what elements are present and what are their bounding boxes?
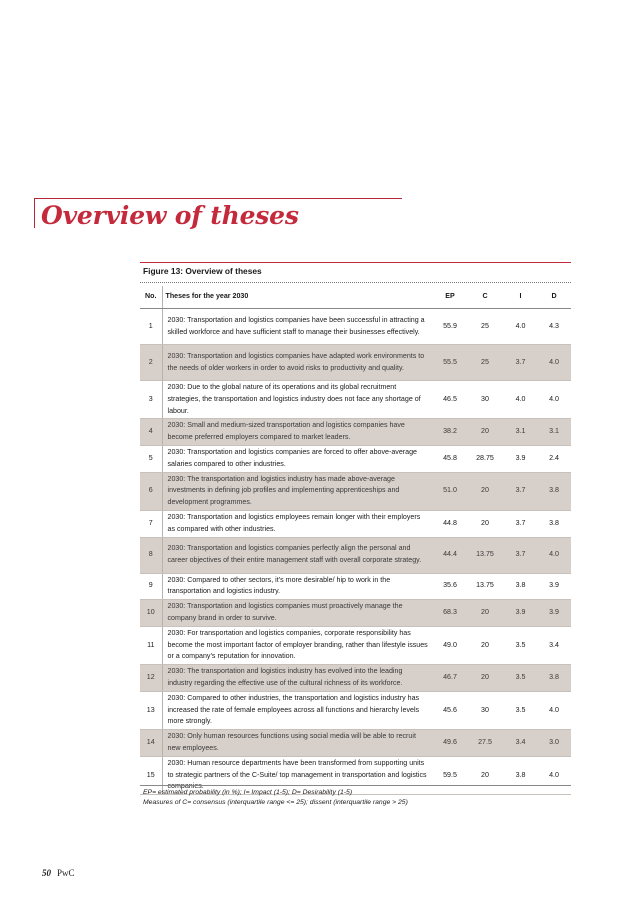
row-number: 6	[140, 472, 162, 510]
value-d: 3.0	[537, 730, 571, 757]
table-row	[140, 626, 571, 664]
value-i: 3.7	[504, 472, 537, 510]
value-ep: 44.8	[434, 510, 466, 537]
value-c: 20	[466, 472, 504, 510]
value-ep: 38.2	[434, 419, 466, 446]
table-bottom-rule	[140, 785, 571, 786]
value-ep: 55.9	[434, 309, 466, 345]
value-i: 3.7	[504, 345, 537, 381]
thesis-text: 2030: Only human resources functions using social media will be able to recruit new employees.	[162, 730, 434, 757]
thesis-text: 2030: The transportation and logistics industry has evolved into the leading industry regarding the effective use of the cultural richness of its workforce.	[162, 665, 434, 692]
table-header-row	[140, 286, 571, 309]
value-i: 3.8	[504, 573, 537, 600]
thesis-text: 2030: Transportation and logistics employees remain longer with their employers as compared with other industries.	[162, 510, 434, 537]
value-d: 3.8	[537, 472, 571, 510]
value-c: 25	[466, 345, 504, 381]
value-d: 4.3	[537, 309, 571, 345]
thesis-text: 2030: Human resource departments have been transformed from supporting units to strategic partners of the C-Suite/ top management in transportation and logistics companies.	[162, 756, 434, 794]
value-ep: 49.6	[434, 730, 466, 757]
table-row	[140, 445, 571, 472]
row-number: 9	[140, 573, 162, 600]
thesis-text: 2030: For transportation and logistics companies, corporate responsibility has become the most important factor of employer branding, rather than lifestyle issues or a company’s reputation for innovation.	[162, 626, 434, 664]
table-row	[140, 510, 571, 537]
thesis-text: 2030: Transportation and logistics companies must proactively manage the company brand in order to survive.	[162, 600, 434, 627]
value-c: 25	[466, 309, 504, 345]
row-number: 15	[140, 756, 162, 794]
value-d: 3.4	[537, 626, 571, 664]
page-footer	[42, 868, 75, 878]
value-ep: 35.6	[434, 573, 466, 600]
table-row	[140, 691, 571, 729]
header-c: C	[466, 286, 504, 309]
row-number: 2	[140, 345, 162, 381]
footer-brand: PwC	[57, 868, 75, 878]
value-ep: 45.6	[434, 691, 466, 729]
header-ep: EP	[434, 286, 466, 309]
table-row	[140, 419, 571, 446]
value-i: 4.0	[504, 381, 537, 419]
thesis-text: 2030: Transportation and logistics companies perfectly align the personal and career objectives of their entire management staff with overall corporate strategy.	[162, 537, 434, 573]
row-number: 4	[140, 419, 162, 446]
value-c: 20	[466, 626, 504, 664]
value-ep: 55.5	[434, 345, 466, 381]
table-row	[140, 381, 571, 419]
row-number: 11	[140, 626, 162, 664]
footnote-legend: EP= estimated probability (in %); I= Impact (1-5); D= Desirability (1-5)	[143, 789, 353, 796]
value-i: 3.1	[504, 419, 537, 446]
value-c: 20	[466, 665, 504, 692]
value-ep: 49.0	[434, 626, 466, 664]
value-i: 3.5	[504, 626, 537, 664]
row-number: 14	[140, 730, 162, 757]
row-number: 7	[140, 510, 162, 537]
value-i: 3.5	[504, 691, 537, 729]
thesis-text: 2030: Compared to other sectors, it’s more desirable/ hip to work in the transportation and logistics industry.	[162, 573, 434, 600]
value-ep: 51.0	[434, 472, 466, 510]
row-number: 12	[140, 665, 162, 692]
header-i: I	[504, 286, 537, 309]
figure-dotted-rule	[140, 282, 571, 283]
value-d: 4.0	[537, 537, 571, 573]
row-number: 10	[140, 600, 162, 627]
header-theses: Theses for the year 2030	[162, 286, 434, 309]
thesis-text: 2030: Small and medium-sized transportation and logistics companies have become preferred employers compared to market leaders.	[162, 419, 434, 446]
value-d: 3.1	[537, 419, 571, 446]
value-i: 3.7	[504, 510, 537, 537]
value-d: 4.0	[537, 691, 571, 729]
value-ep: 46.5	[434, 381, 466, 419]
row-number: 1	[140, 309, 162, 345]
value-d: 3.8	[537, 510, 571, 537]
row-number: 3	[140, 381, 162, 419]
thesis-text: 2030: Transportation and logistics companies have adapted work environments to the needs of older workers in order to avoid risks to productivity and quality.	[162, 345, 434, 381]
theses-table	[140, 286, 571, 795]
table-row	[140, 309, 571, 345]
theses-table-body	[140, 309, 571, 795]
page-title: Overview of theses	[41, 201, 299, 230]
footnote-measures: Measures of C= consensus (interquartile range <= 25); dissent (interquartile range > 25)	[143, 799, 408, 806]
value-i: 3.9	[504, 600, 537, 627]
value-c: 28.75	[466, 445, 504, 472]
value-d: 4.0	[537, 345, 571, 381]
value-i: 3.4	[504, 730, 537, 757]
figure-top-rule	[140, 262, 571, 263]
value-i: 3.9	[504, 445, 537, 472]
row-number: 13	[140, 691, 162, 729]
table-row	[140, 345, 571, 381]
header-d: D	[537, 286, 571, 309]
row-number: 5	[140, 445, 162, 472]
table-row	[140, 573, 571, 600]
value-ep: 45.8	[434, 445, 466, 472]
page-number: 50	[42, 868, 51, 878]
value-d: 2.4	[537, 445, 571, 472]
figure-title: Figure 13: Overview of theses	[143, 266, 262, 276]
table-row	[140, 665, 571, 692]
value-ep: 44.4	[434, 537, 466, 573]
thesis-text: 2030: The transportation and logistics industry has made above-average investments in defining job profiles and implementing apprenticeships and development programmes.	[162, 472, 434, 510]
value-c: 27.5	[466, 730, 504, 757]
value-ep: 68.3	[434, 600, 466, 627]
table-row	[140, 537, 571, 573]
thesis-text: 2030: Due to the global nature of its operations and its global recruitment strategies, the transportation and logistics industry does not face any shortage of labour.	[162, 381, 434, 419]
value-d: 3.9	[537, 573, 571, 600]
value-d: 4.0	[537, 381, 571, 419]
value-c: 20	[466, 419, 504, 446]
row-number: 8	[140, 537, 162, 573]
value-c: 30	[466, 691, 504, 729]
value-d: 3.8	[537, 665, 571, 692]
value-c: 30	[466, 381, 504, 419]
value-i: 4.0	[504, 309, 537, 345]
table-row	[140, 600, 571, 627]
value-c: 20	[466, 756, 504, 794]
thesis-text: 2030: Transportation and logistics companies have been successful in attracting a skilled workforce and have sufficient staff to manage their businesses effectively.	[162, 309, 434, 345]
table-row	[140, 730, 571, 757]
header-no: No.	[140, 286, 162, 309]
thesis-text: 2030: Compared to other industries, the transportation and logistics industry has increased the rate of female employees across all functions and hierarchy levels more strongly.	[162, 691, 434, 729]
table-row	[140, 472, 571, 510]
value-i: 3.5	[504, 665, 537, 692]
title-rule-stub	[34, 198, 35, 228]
value-d: 3.9	[537, 600, 571, 627]
value-c: 20	[466, 600, 504, 627]
value-i: 3.7	[504, 537, 537, 573]
value-c: 13.75	[466, 537, 504, 573]
title-rule	[34, 198, 402, 199]
value-ep: 59.5	[434, 756, 466, 794]
value-ep: 46.7	[434, 665, 466, 692]
value-c: 20	[466, 510, 504, 537]
thesis-text: 2030: Transportation and logistics companies are forced to offer above-average salaries compared to other industries.	[162, 445, 434, 472]
value-i: 3.8	[504, 756, 537, 794]
value-c: 13.75	[466, 573, 504, 600]
value-d: 4.0	[537, 756, 571, 794]
